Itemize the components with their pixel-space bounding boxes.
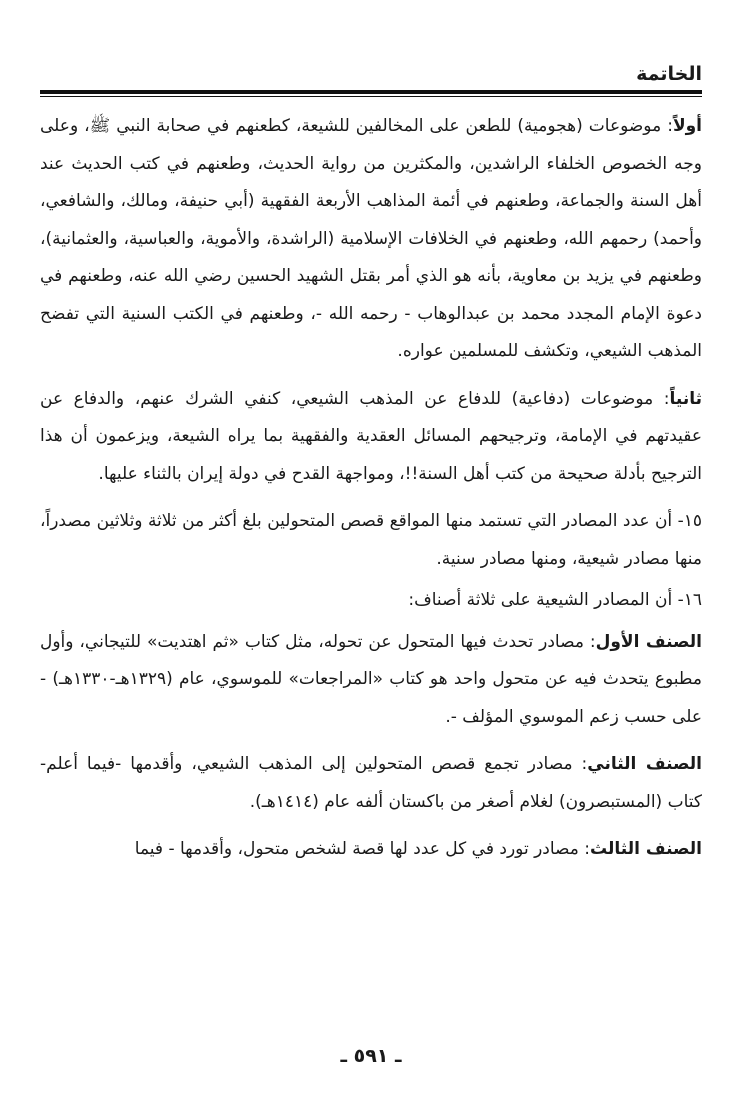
paragraph-lead: الصنف الثاني [587, 754, 702, 774]
paragraph-lead: أولاً [672, 116, 702, 136]
paragraph-text: ١٦- أن المصادر الشيعية على ثلاثة أصناف: [408, 590, 702, 610]
paragraph-category-two [40, 746, 702, 821]
paragraph-category-three [40, 831, 702, 869]
paragraph-lead: الصنف الأول [595, 631, 702, 652]
page-number: ـ ٥٩١ ـ [340, 1045, 402, 1067]
paragraph-text: : مصادر تورد في كل عدد لها قصة لشخص متحول، وأقدمها - فيما [134, 839, 591, 859]
header-divider [40, 90, 702, 94]
paragraph-point-16 [40, 582, 702, 620]
running-header-title: الخاتمة [636, 63, 702, 85]
paragraph-text: : مصادر تحدث فيها المتحول عن تحوله، مثل كتاب «ثم اهتديت» للتيجاني، وأول مطبوع يتحدث فيه عن متحول واحد هو كتاب «المراجعات» للموسوي، عام (١٣٢٩هـ-١٣٣٠هـ) - على حسب زعم الموسوي المؤلف -. [40, 631, 702, 727]
paragraph-text: : موضوعات (دفاعية) للدفاع عن المذهب الشيعي، كنفي الشرك عنهم، والدفاع عن عقيدتهم في الإمامة، وترجيحهم المسائل العقدية والفقهية بما يراه الشيعة، ويزعمون أن هذا الترجيح بأدلة صحيحة من كتب أهل السنة!!، ومواجهة القدح في دولة إيران بالثناء عليها. [40, 388, 702, 484]
paragraph-second-topics [40, 381, 702, 494]
paragraph-text: : مصادر تجمع قصص المتحولين إلى المذهب الشيعي، وأقدمها -فيما أعلم- كتاب (المستبصرون) لغلام أصغر من باكستان ألفه عام (١٤١٤هـ). [40, 754, 702, 812]
paragraph-lead: الصنف الثالث [590, 839, 702, 859]
paragraph-text: : موضوعات (هجومية) للطعن على المخالفين للشيعة، كطعنهم في صحابة النبي ﷺ، وعلى وجه الخصوص الخلفاء الراشدين، والمكثرين من رواية الحديث، وطعنهم في كتب الحديث عند أهل السنة والجماعة، وطعنهم في أئمة المذاهب الأربعة الفقهية (أبي حنيفة، ومالك، والشافعي، وأحمد) رحمهم الله، وطعنهم في الخلافات الإسلامية (الراشدة، والأموية، والعباسية، والعثمانية)، وطعنهم في يزيد بن معاوية، بأنه هو الذي أمر بقتل الشهيد الحسين رضي الله عنه، وطعنهم في دعوة الإمام المجدد محمد بن عبدالوهاب - رحمه الله -، وطعنهم في الكتب السنية التي تفضح المذهب الشيعي، وتكشف للمسلمين عواره. [40, 116, 702, 361]
paragraph-lead: ثانياً [669, 388, 702, 409]
paragraph-first-topics [40, 108, 702, 371]
paragraph-category-one [40, 624, 702, 737]
body-text [40, 108, 702, 879]
paragraph-text: ١٥- أن عدد المصادر التي تستمد منها المواقع قصص المتحولين بلغ أكثر من ثلاثة وثلاثين مصدراً، منها مصادر شيعية، ومنها مصادر سنية. [40, 511, 702, 569]
document-page [40, 0, 702, 1107]
paragraph-point-15 [40, 503, 702, 578]
